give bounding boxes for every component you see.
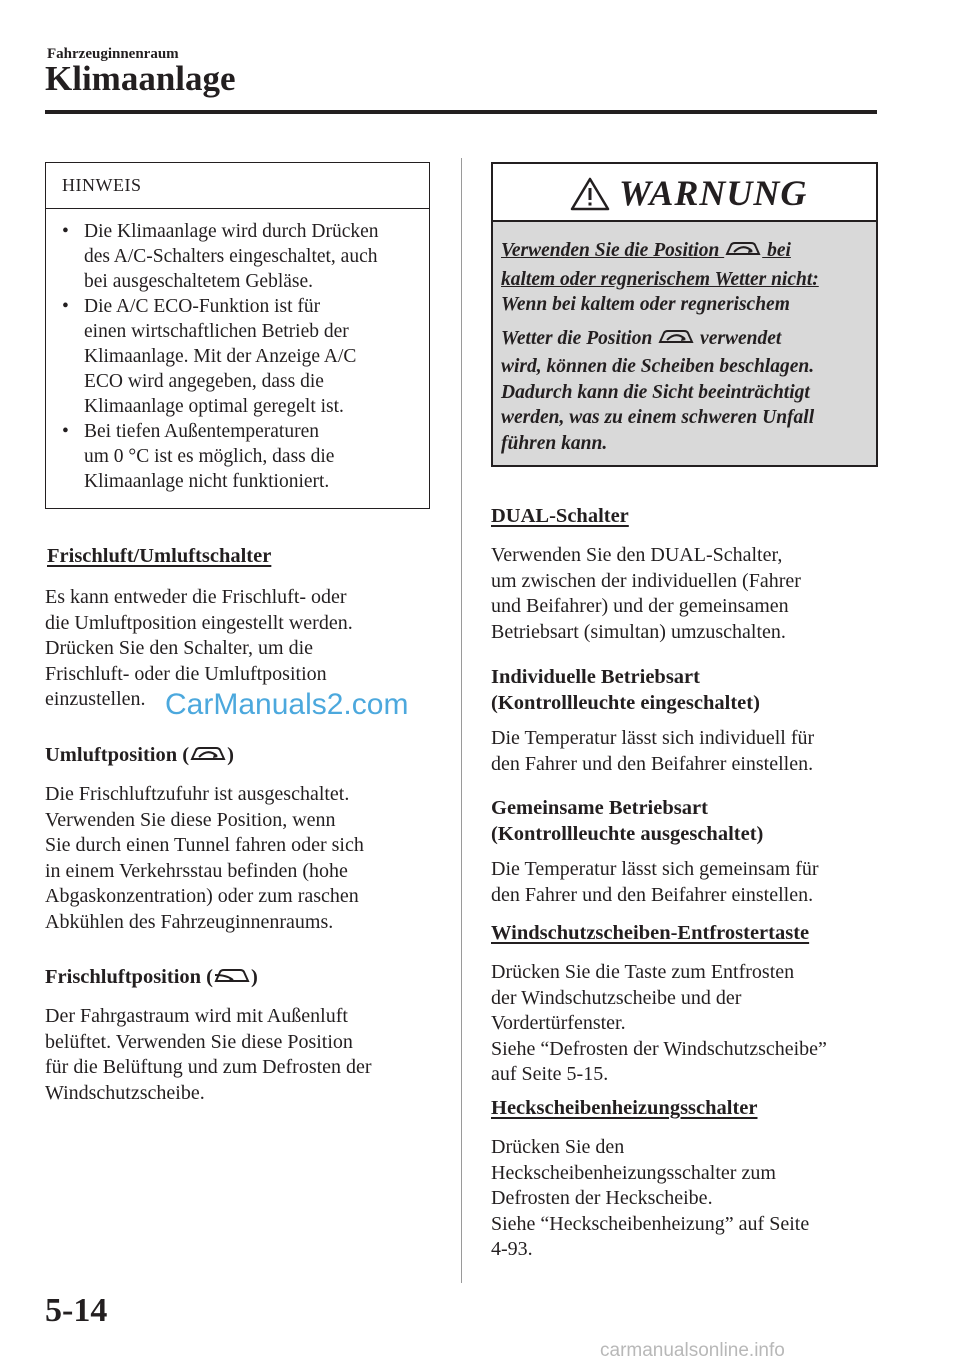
note-item-3 bbox=[62, 419, 422, 494]
frischluft-umluft-heading: Frischluft/Umluftschalter bbox=[47, 545, 272, 567]
heckscheibe-body bbox=[491, 1135, 891, 1263]
note-line: um 0 °C ist es möglich, dass die bbox=[84, 446, 335, 467]
note-line: bei ausgeschaltetem Gebläse. bbox=[84, 271, 314, 292]
note-line: Klimaanlage optimal geregelt ist. bbox=[84, 396, 344, 417]
footer-watermark: carmanualsonline.info bbox=[600, 1340, 785, 1361]
recirculation-icon bbox=[657, 327, 695, 355]
warning-header bbox=[493, 164, 876, 222]
text-line: belüftet. Verwenden Sie diese Position bbox=[45, 1030, 353, 1053]
section-label: Fahrzeuginnenraum bbox=[47, 46, 179, 62]
dual-body bbox=[491, 543, 891, 645]
warning-line: Wenn bei kaltem oder regnerischem bbox=[501, 294, 790, 315]
text-line: Drücken Sie die Taste zum Entfrosten bbox=[491, 961, 795, 983]
warning-line: wird, können die Scheiben beschlagen. bbox=[501, 356, 815, 377]
gemeinsam-heading bbox=[491, 795, 763, 847]
warning-text: Verwenden Sie die Position bbox=[501, 240, 725, 261]
note-header bbox=[46, 163, 429, 209]
heading-line: Individuelle Betriebsart bbox=[491, 666, 700, 688]
text-line: Abgaskonzentration) oder zum raschen bbox=[45, 885, 359, 907]
note-line: des A/C-Schalters eingeschaltet, auch bbox=[84, 246, 378, 267]
text-line: Siehe “Heckscheibenheizung” auf Seite bbox=[491, 1212, 810, 1235]
text-line: Verwenden Sie den DUAL-Schalter, bbox=[491, 544, 783, 566]
bullet: • bbox=[62, 221, 69, 242]
recirculation-icon bbox=[189, 744, 227, 771]
warning-line: werden, was zu einem schweren Unfall bbox=[501, 407, 815, 428]
warning-text: Wetter die Position bbox=[501, 327, 658, 349]
warning-line: Dadurch kann die Sicht beeinträchtigt bbox=[501, 381, 810, 403]
text-line: um zwischen der individuellen (Fahrer bbox=[491, 569, 801, 592]
note-heading: HINWEIS bbox=[62, 175, 142, 195]
text-line: Windschutzscheibe. bbox=[45, 1081, 205, 1104]
text-line: in einem Verkehrsstau befinden (hohe bbox=[45, 859, 348, 882]
individuell-body bbox=[491, 726, 891, 777]
text-line: und Beifahrer) und der gemeinsamen bbox=[491, 595, 789, 617]
windschutz-heading: Windschutzscheiben-Entfrostertaste bbox=[491, 922, 810, 944]
note-item-1 bbox=[62, 219, 422, 294]
text-line: Betriebsart (simultan) umzuschalten. bbox=[491, 620, 786, 643]
bullet: • bbox=[62, 421, 69, 442]
text-line: Verwenden Sie diese Position, wenn bbox=[45, 808, 336, 831]
umluftposition-body bbox=[45, 782, 445, 935]
column-divider bbox=[461, 158, 462, 1283]
text-line: der Windschutzscheibe und der bbox=[491, 986, 742, 1009]
header-rule bbox=[45, 110, 877, 114]
fresh-air-icon bbox=[213, 966, 251, 993]
note-line: einen wirtschaftlichen Betrieb der bbox=[84, 321, 349, 342]
frischluftposition-body bbox=[45, 1004, 445, 1106]
note-line: Die A/C ECO-Funktion ist für bbox=[84, 296, 321, 317]
heading-text: ) bbox=[251, 966, 258, 988]
warning-text: verwendet bbox=[695, 327, 782, 349]
heading-text: ) bbox=[227, 744, 234, 766]
text-line: Die Temperatur lässt sich gemeinsam für bbox=[491, 858, 819, 880]
note-line: Klimaanlage. Mit der Anzeige A/C bbox=[84, 346, 357, 367]
heading-line: Gemeinsame Betriebsart bbox=[491, 797, 708, 819]
text-line: auf Seite 5-15. bbox=[491, 1063, 609, 1085]
warning-line: kaltem oder regnerischem Wetter nicht: bbox=[501, 268, 819, 290]
heading-line: (Kontrollleuchte eingeschaltet) bbox=[491, 692, 760, 714]
text-line: Vordertürfenster. bbox=[491, 1012, 626, 1034]
frischluftposition-heading bbox=[45, 964, 258, 993]
text-line: Es kann entweder die Frischluft- oder bbox=[45, 586, 347, 608]
warning-title: WARNUNG bbox=[619, 173, 808, 213]
note-line: Bei tiefen Außentemperaturen bbox=[84, 421, 319, 442]
warning-triangle-icon bbox=[570, 177, 610, 216]
dual-heading: DUAL-Schalter bbox=[491, 505, 629, 527]
text-line: 4-93. bbox=[491, 1238, 533, 1260]
text-line: Sie durch einen Tunnel fahren oder sich bbox=[45, 834, 364, 856]
text-line: Heckscheibenheizungsschalter zum bbox=[491, 1161, 776, 1184]
windschutz-body bbox=[491, 960, 891, 1088]
text-line: Der Fahrgastraum wird mit Außenluft bbox=[45, 1005, 348, 1027]
watermark: CarManuals2.com bbox=[165, 688, 409, 721]
text-line: Frischluft- oder die Umluftposition bbox=[45, 662, 327, 685]
heading-text: Umluftposition ( bbox=[45, 744, 190, 766]
text-line: Die Frischluftzufuhr ist ausgeschaltet. bbox=[45, 783, 350, 805]
note-line: ECO wird angegeben, dass die bbox=[84, 371, 324, 392]
text-line: einzustellen. bbox=[45, 688, 146, 710]
warning-body bbox=[501, 238, 873, 456]
text-line: für die Belüftung und zum Defrosten der bbox=[45, 1056, 372, 1078]
individuell-heading bbox=[491, 664, 760, 716]
note-box bbox=[45, 162, 430, 509]
warning-box bbox=[491, 162, 878, 467]
page-title: Klimaanlage bbox=[45, 59, 236, 98]
heading-text: Frischluftposition ( bbox=[45, 966, 213, 988]
text-line: den Fahrer und den Beifahrer einstellen. bbox=[491, 752, 814, 775]
warning-line bbox=[501, 326, 873, 355]
warning-text: bei bbox=[762, 240, 791, 261]
text-line: die Umluftposition eingestellt werden. bbox=[45, 611, 353, 634]
note-line: Die Klimaanlage wird durch Drücken bbox=[84, 221, 379, 242]
note-line: Klimaanlage nicht funktioniert. bbox=[84, 471, 330, 492]
heading-line: (Kontrollleuchte ausgeschaltet) bbox=[491, 823, 764, 845]
umluftposition-heading bbox=[45, 742, 234, 771]
warning-line bbox=[501, 238, 873, 267]
text-line: Siehe “Defrosten der Windschutzscheibe” bbox=[491, 1037, 827, 1060]
bullet: • bbox=[62, 296, 69, 317]
text-line: Drücken Sie den bbox=[491, 1136, 625, 1158]
text-line: Die Temperatur lässt sich individuell für bbox=[491, 727, 815, 749]
text-line: den Fahrer und den Beifahrer einstellen. bbox=[491, 883, 814, 906]
page-number: 5-14 bbox=[45, 1292, 108, 1329]
gemeinsam-body bbox=[491, 857, 891, 908]
text-line: Abkühlen des Fahrzeuginnenraums. bbox=[45, 910, 334, 933]
heckscheibe-heading: Heckscheibenheizungsschalter bbox=[491, 1097, 758, 1119]
warning-line: führen kann. bbox=[501, 432, 608, 454]
text-line: Drücken Sie den Schalter, um die bbox=[45, 637, 314, 659]
text-line: Defrosten der Heckscheibe. bbox=[491, 1187, 713, 1209]
recirculation-icon bbox=[724, 239, 762, 267]
note-item-2 bbox=[62, 294, 422, 419]
